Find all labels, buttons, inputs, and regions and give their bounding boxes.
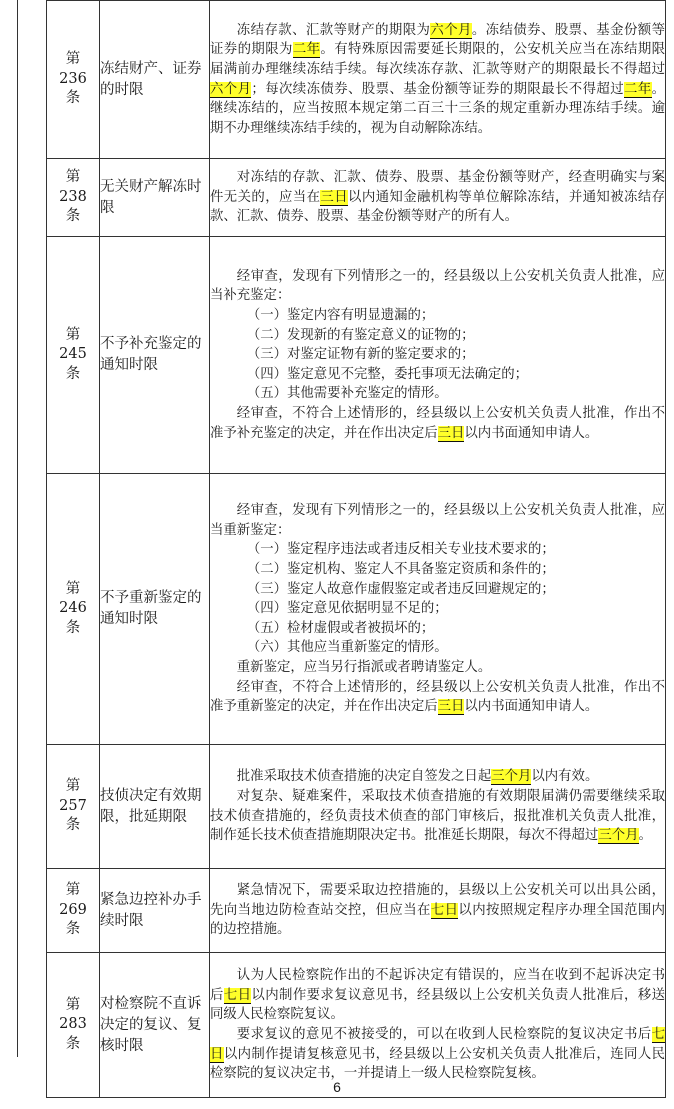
content-paragraph: [210, 1025, 665, 1084]
text-segment: 。继续冻结的，应当按照本规定第二百三十三条的规定重新办理冻结手续。逾期不办理继续冻结手续的，视为自动解除冻结。: [210, 81, 666, 136]
article-number-num-suffix: 条: [65, 817, 81, 834]
text-segment: 冻结存款、汇款等财产的期限为: [236, 22, 431, 38]
article-number-num-prefix: 第: [65, 169, 81, 186]
article-number: [47, 953, 100, 1098]
table-row: [47, 869, 666, 953]
text-segment: 经审查，发现有下列情形之一的，经县级以上公安机关负责人批准，应当补充鉴定：: [210, 268, 665, 304]
article-title: 无关财产解冻时限: [100, 159, 210, 237]
list-item: [210, 345, 665, 365]
list-item: [210, 540, 665, 560]
content-paragraph: [210, 787, 665, 846]
highlighted-time-limit: 七日: [210, 1027, 665, 1062]
text-segment: （二）鉴定机构、鉴定人不具备鉴定资质和条件的；: [246, 562, 555, 578]
text-segment: （四）鉴定意见依据明显不足的；: [246, 601, 448, 617]
article-number-num: 283: [59, 1016, 87, 1033]
text-segment: ；每次续冻债券、股票、基金份额等证券的期限最长不得超过: [251, 81, 625, 97]
text-segment: （五）检材虚假或者被损坏的；: [246, 620, 435, 636]
content-paragraph: [210, 678, 665, 717]
table-row: [47, 953, 666, 1098]
article-number: [47, 474, 100, 745]
text-segment: 。: [638, 828, 652, 844]
article-content: [210, 159, 666, 237]
article-number-num-prefix: 第: [65, 778, 81, 795]
highlighted-time-limit: 六个月: [430, 22, 472, 38]
content-paragraph: [210, 267, 665, 306]
article-title: 紧急边控补办手续时限: [100, 869, 210, 953]
content-paragraph: [210, 767, 665, 787]
text-segment: 重新鉴定，应当另行指派或者聘请鉴定人。: [236, 659, 492, 675]
content-paragraph: [210, 21, 665, 139]
highlighted-time-limit: 三个月: [491, 769, 532, 785]
article-number-num-prefix: 第: [65, 580, 81, 597]
time-limit-table: [46, 0, 666, 1098]
article-number-num-prefix: 第: [65, 882, 81, 899]
content-paragraph: [210, 966, 665, 1025]
article-content: [210, 1, 666, 159]
article-content: [210, 953, 666, 1098]
highlighted-time-limit: 六个月: [210, 81, 252, 97]
page-number: 6: [333, 1079, 341, 1095]
article-number-num-suffix: 条: [65, 921, 81, 938]
text-segment: 认为人民检察院作出的不起诉决定有错误的，应当在收到不起诉决定书后: [210, 968, 665, 1003]
article-title: 不予补充鉴定的通知时限: [100, 237, 210, 474]
text-segment: （一）鉴定内容有明显遗漏的；: [246, 308, 435, 324]
article-number-num: 269: [59, 901, 87, 918]
list-item: [210, 599, 665, 619]
article-number-num-suffix: 条: [65, 619, 81, 636]
text-segment: 经审查，不符合上述情形的，经县级以上公安机关负责人批准，作出不准予补充鉴定的决定，并在作出决定后: [210, 405, 665, 441]
content-paragraph: [210, 501, 665, 540]
text-segment: （四）鉴定意见不完整，委托事项无法确定的；: [246, 366, 529, 382]
article-number-num-suffix: 条: [65, 208, 81, 225]
text-segment: （三）鉴定人故意作虚假鉴定或者违反回避规定的；: [246, 581, 555, 597]
highlighted-time-limit: 七日: [223, 987, 252, 1003]
article-title: 不予重新鉴定的通知时限: [100, 474, 210, 745]
article-number: [47, 869, 100, 953]
article-number: [47, 745, 100, 869]
article-number-num: 238: [59, 188, 87, 205]
table-row: [47, 1, 666, 159]
text-segment: 经审查，发现有下列情形之一的，经县级以上公安机关负责人批准，应当重新鉴定：: [210, 503, 665, 538]
article-number: [47, 237, 100, 474]
highlighted-time-limit: 三个月: [598, 828, 639, 844]
text-segment: 以内制作提请复核意见书，经县级以上公安机关负责人批准后，连同人民检察院的复议决定书，一并提请上一级人民检察院复核。: [210, 1046, 666, 1082]
text-segment: （六）其他应当重新鉴定的情形。: [246, 640, 448, 656]
list-item: [210, 384, 665, 404]
article-content: [210, 745, 666, 869]
article-title: 冻结财产、证券的时限: [100, 1, 210, 159]
article-number-num-suffix: 条: [65, 90, 81, 107]
text-segment: 以内按照规定程序办理全国范围内的边控措施。: [210, 902, 666, 938]
text-segment: 以内书面通知申请人。: [464, 425, 599, 441]
article-title: 对检察院不直诉决定的复议、复核时限: [100, 953, 210, 1098]
highlighted-time-limit: 三日: [437, 699, 465, 715]
article-number-num: 236: [59, 70, 87, 87]
highlighted-time-limit: 七日: [430, 902, 459, 918]
article-title: 技侦决定有效期限，批延期限: [100, 745, 210, 869]
table-row: [47, 745, 666, 869]
text-segment: 要求复议的意见不被接受的，可以在收到人民检察院的复议决定书后: [236, 1027, 652, 1042]
table-row: [47, 159, 666, 237]
article-number-num-prefix: 第: [65, 326, 81, 343]
article-content: [210, 474, 666, 745]
content-paragraph: [210, 881, 665, 940]
text-segment: 以内制作要求复议意见书，经县级以上公安机关负责人批准后，移送同级人民检察院复议。: [210, 987, 666, 1023]
content-paragraph: [210, 404, 665, 443]
article-number: [47, 1, 100, 159]
article-number-num: 257: [59, 797, 87, 814]
list-item: [210, 580, 665, 600]
list-item: [210, 365, 665, 385]
article-content: [210, 869, 666, 953]
highlighted-time-limit: 三日: [437, 425, 465, 441]
table-row: [47, 474, 666, 745]
text-segment: （二）发现新的有鉴定意义的证物的；: [246, 327, 475, 343]
list-item: [210, 619, 665, 639]
text-segment: 以内书面通知申请人。: [464, 699, 599, 715]
highlighted-time-limit: 三日: [320, 189, 349, 205]
article-number-num-suffix: 条: [65, 1035, 81, 1052]
text-segment: 对冻结的存款、汇款、债券、股票、基金份额等财产，经查明确实与案件无关的，应当在: [210, 170, 665, 205]
content-paragraph: [210, 168, 665, 227]
list-item: [210, 560, 665, 580]
article-number-num: 246: [59, 600, 87, 617]
content-paragraph: [210, 658, 665, 678]
article-content: [210, 237, 666, 474]
text-segment: 以内有效。: [531, 769, 599, 785]
text-segment: （三）对鉴定证物有新的鉴定要求的；: [246, 347, 475, 363]
text-segment: （五）其他需要补充鉴定的情形。: [246, 386, 448, 402]
article-number: [47, 159, 100, 237]
text-segment: 紧急情况下，需要采取边控措施的，县级以上公安机关可以出具公函，先向当地边防检查站交控，但应当在: [210, 883, 665, 918]
text-segment: 经审查，不符合上述情形的，经县级以上公安机关负责人批准，作出不准予重新鉴定的决定，并在作出决定后: [210, 679, 665, 715]
outer-table-border: [17, 0, 18, 1057]
article-number-num-prefix: 第: [65, 51, 81, 68]
list-item: [210, 306, 665, 326]
list-item: [210, 326, 665, 346]
text-segment: 对复杂、疑难案件，采取技术侦查措施的有效期限届满仍需要继续采取技术侦查措施的，经负责技术侦查的部门审核后，报批准机关负责人批准，制作延长技术侦查措施期限决定书。批准延长期限，每次不得超过: [210, 788, 665, 844]
text-segment: 批准采取技术侦查措施的决定自签发之日起: [236, 769, 492, 785]
highlighted-time-limit: 二年: [292, 42, 321, 58]
highlighted-time-limit: 二年: [624, 81, 652, 97]
text-segment: 。冻结债券、股票、基金份额等证券的期限为: [210, 22, 666, 58]
article-number-num-prefix: 第: [65, 996, 81, 1013]
list-item: [210, 638, 665, 658]
text-segment: 以内通知金融机构等单位解除冻结，并通知被冻结存款、汇款、债券、股票、基金份额等财产的所有人。: [210, 189, 666, 225]
article-number-num-suffix: 条: [65, 365, 81, 382]
text-segment: （一）鉴定程序违法或者违反相关专业技术要求的；: [246, 542, 555, 558]
article-number-num: 245: [59, 346, 87, 363]
text-segment: 。有特殊原因需要延长期限的，公安机关应当在冻结期限届满前办理继续冻结手续。每次续冻存款、汇款等财产的期限最长不得超过: [210, 42, 666, 77]
table-row: [47, 237, 666, 474]
